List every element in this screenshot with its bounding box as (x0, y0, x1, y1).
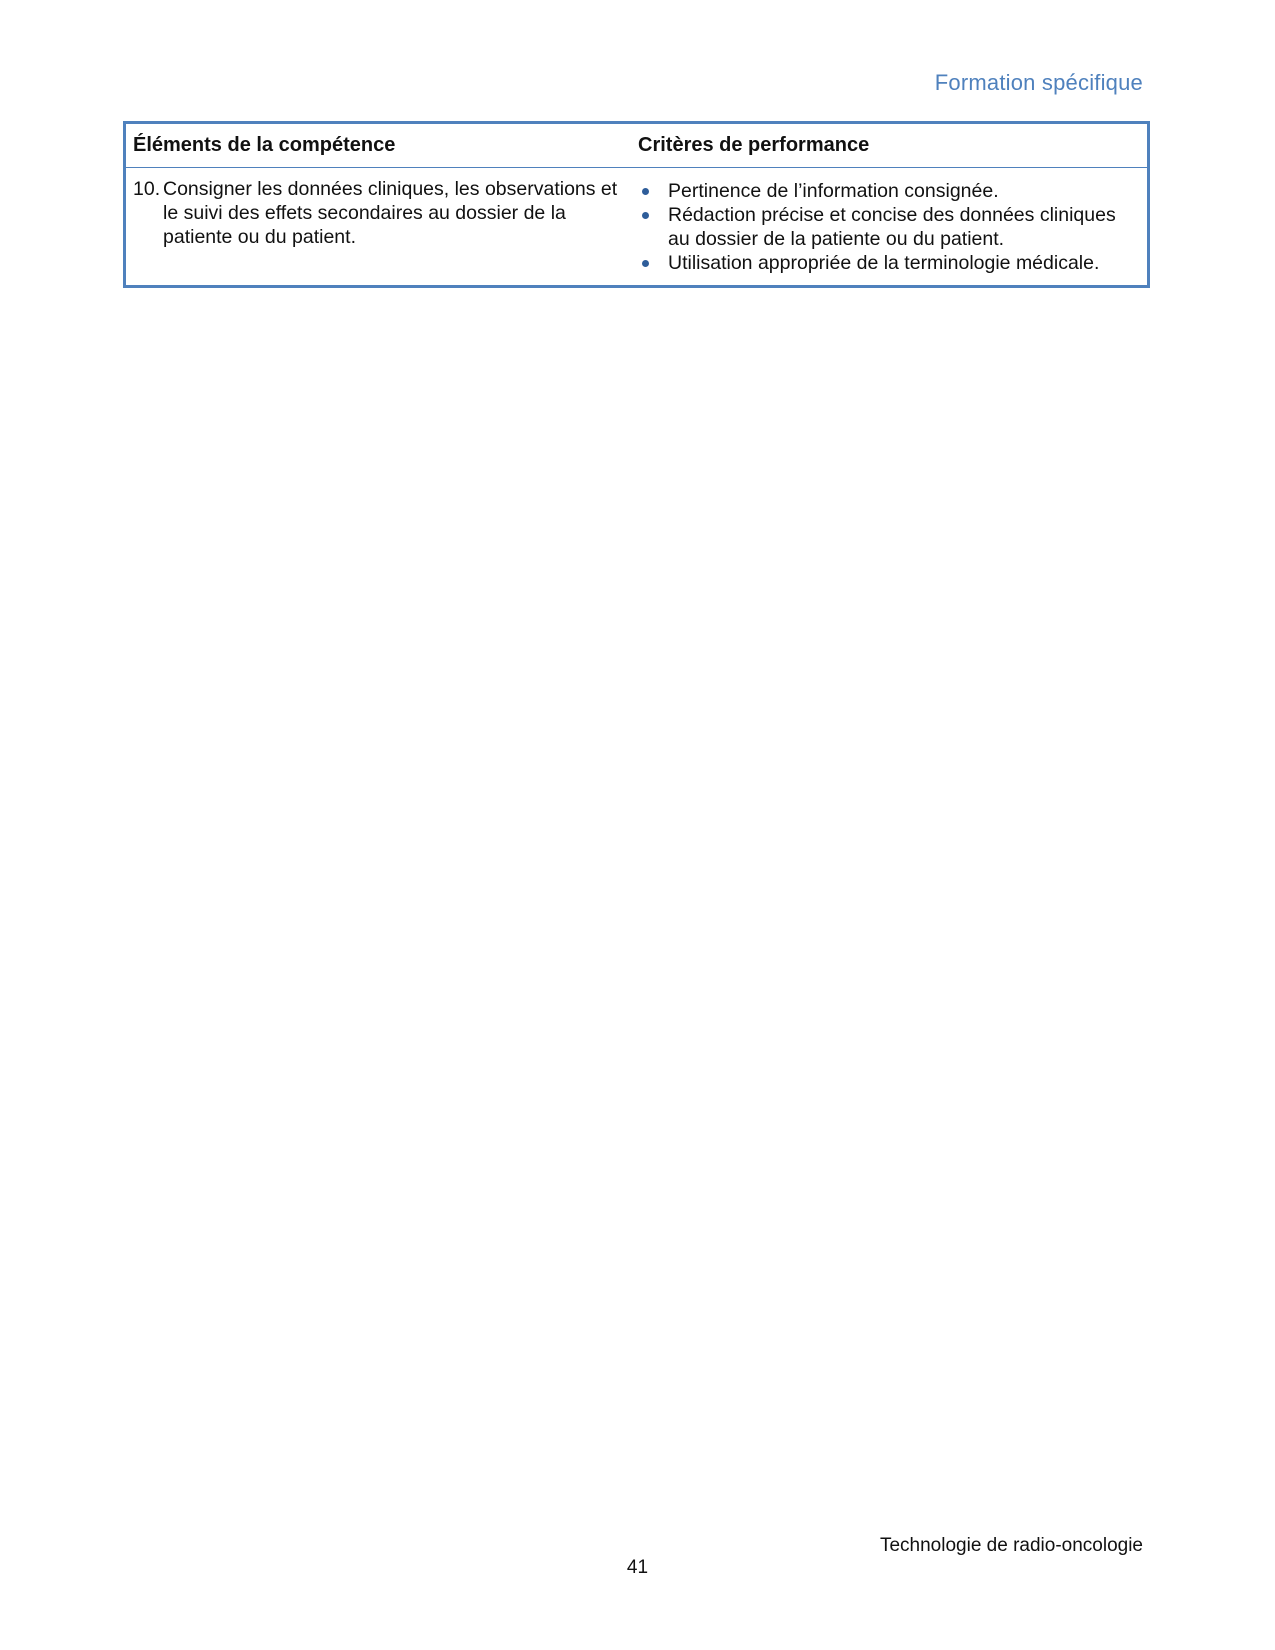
column-header-criteria: Critères de performance (638, 134, 870, 156)
criteria-cell (638, 177, 1147, 275)
criteria-item (638, 251, 1139, 275)
competence-table (123, 121, 1150, 288)
criteria-item (638, 203, 1139, 251)
page-number: 41 (626, 1557, 649, 1578)
bullet-icon (638, 251, 668, 275)
element-item (133, 177, 628, 249)
page-header-title: Formation spécifique (934, 70, 1143, 95)
criteria-text: Utilisation appropriée de la terminologie médicale. (668, 252, 1100, 274)
element-text: Consigner les données cliniques, les observations et le suivi des effets secondaires au dossier de la patiente ou du patient. (163, 178, 618, 248)
bullet-icon (638, 179, 668, 203)
footer-title: Technologie de radio-oncologie (879, 1535, 1143, 1556)
element-number: 10. (133, 178, 161, 200)
criteria-list (638, 179, 1139, 275)
criteria-text: Pertinence de l’information consignée. (668, 180, 999, 202)
bullet-icon (638, 203, 668, 251)
element-cell (126, 177, 638, 275)
table-header-row (126, 124, 1147, 168)
criteria-item (638, 179, 1139, 203)
column-header-elements: Éléments de la compétence (133, 134, 396, 156)
table-row (126, 168, 1147, 285)
criteria-text: Rédaction précise et concise des données cliniques au dossier de la patiente ou du patient. (668, 204, 1116, 250)
